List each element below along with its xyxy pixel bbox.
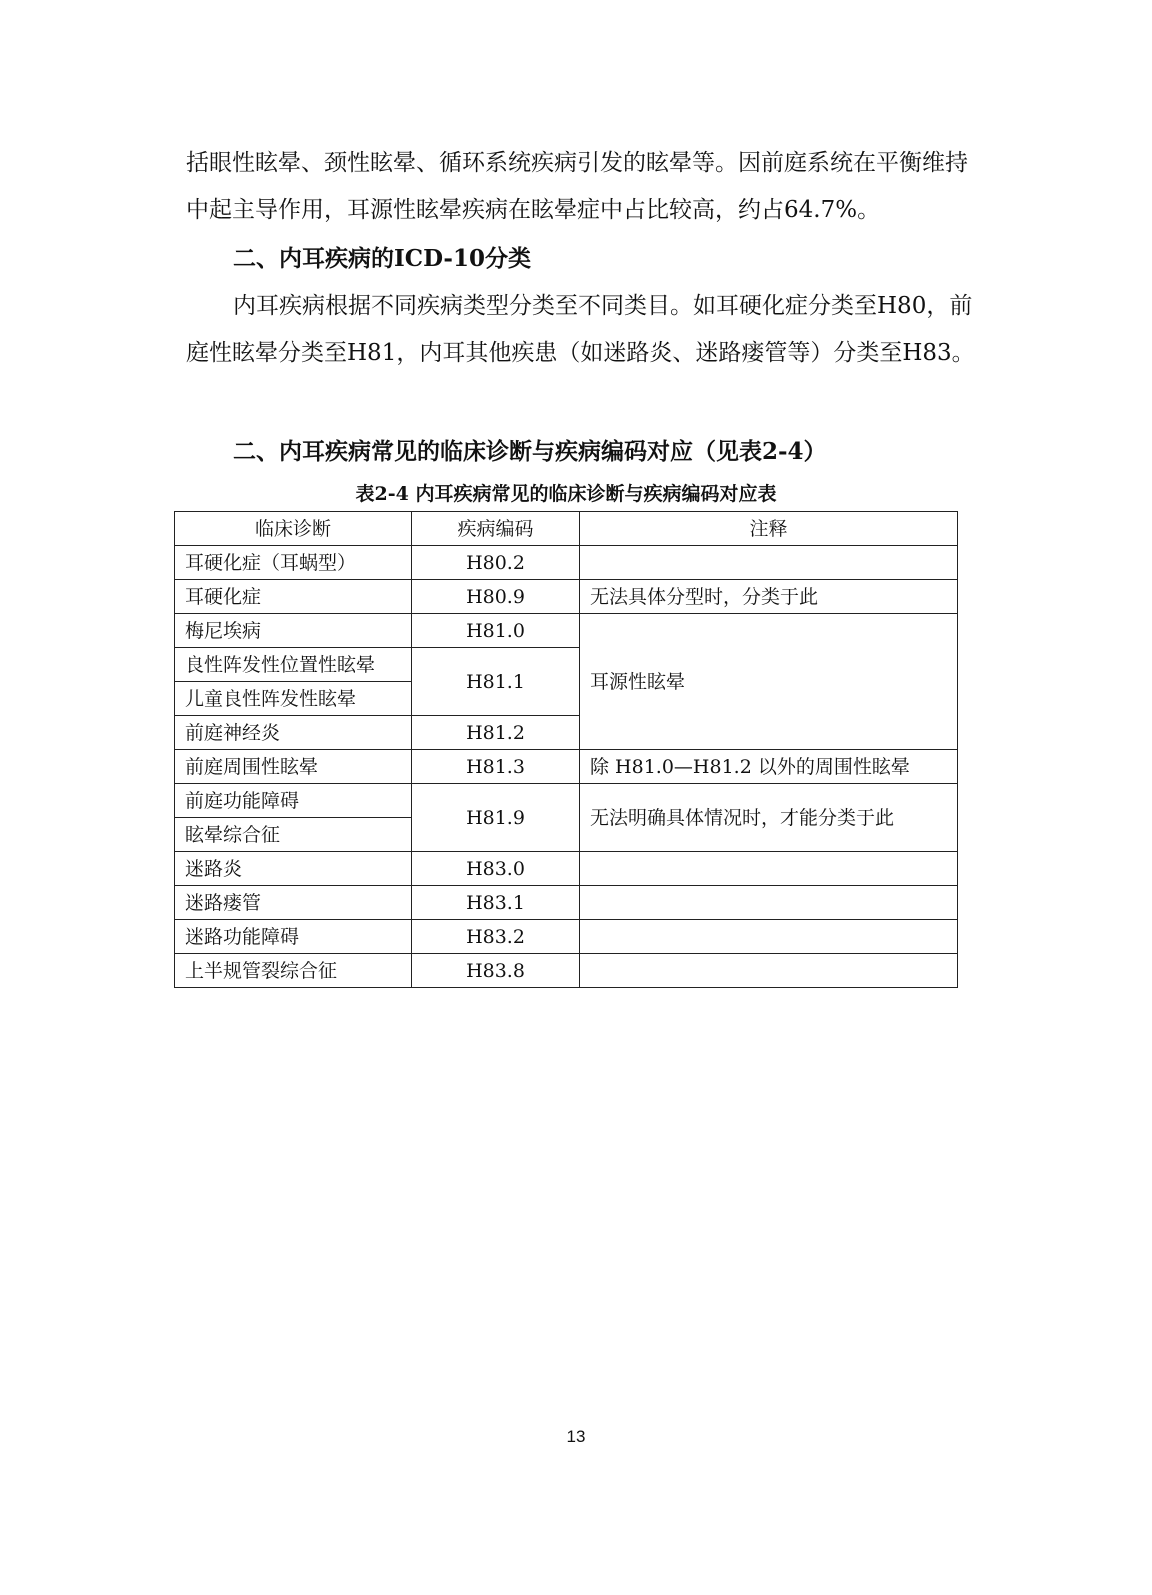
- diagnosis-cell: 迷路瘘管: [175, 886, 412, 920]
- table-header-row: [175, 512, 958, 546]
- table-row: [175, 750, 958, 784]
- table-row: [175, 954, 958, 988]
- diagnosis-cell: 迷路功能障碍: [175, 920, 412, 954]
- note-cell: [580, 920, 958, 954]
- table-row: [175, 614, 958, 648]
- paragraph-classification: 内耳疾病根据不同疾病类型分类至不同类目。如耳硬化症分类至H80，前庭性眩晕分类至H81，内耳其他疾患（如迷路炎、迷路瘘管等）分类至H83。: [186, 293, 975, 366]
- table-row: [175, 580, 958, 614]
- diagnosis-cell: 眩晕综合征: [175, 818, 412, 852]
- code-cell: H81.9: [412, 784, 580, 852]
- diagnosis-cell: 上半规管裂综合征: [175, 954, 412, 988]
- note-cell: 无法具体分型时，分类于此: [580, 580, 958, 614]
- header-note: 注释: [580, 512, 958, 546]
- code-cell: H80.9: [412, 580, 580, 614]
- note-cell: [580, 954, 958, 988]
- table-row: [175, 920, 958, 954]
- table-row: [175, 852, 958, 886]
- diagnosis-cell: 耳硬化症（耳蜗型）: [175, 546, 412, 580]
- diagnosis-cell: 迷路炎: [175, 852, 412, 886]
- code-cell: H81.0: [412, 614, 580, 648]
- diagnosis-cell: 良性阵发性位置性眩晕: [175, 648, 412, 682]
- diagnosis-cell: 梅尼埃病: [175, 614, 412, 648]
- table-row: [175, 886, 958, 920]
- note-cell: 除 H81.0—H81.2 以外的周围性眩晕: [580, 750, 958, 784]
- note-cell: [580, 546, 958, 580]
- code-cell: H81.2: [412, 716, 580, 750]
- diagnosis-cell: 儿童良性阵发性眩晕: [175, 682, 412, 716]
- table-row: [175, 546, 958, 580]
- diagnosis-cell: 前庭神经炎: [175, 716, 412, 750]
- table-row: [175, 784, 958, 818]
- header-code: 疾病编码: [412, 512, 580, 546]
- diagnosis-cell: 耳硬化症: [175, 580, 412, 614]
- note-cell: [580, 852, 958, 886]
- note-cell: [580, 886, 958, 920]
- code-cell: H83.1: [412, 886, 580, 920]
- code-cell: H83.2: [412, 920, 580, 954]
- code-cell: H81.3: [412, 750, 580, 784]
- code-cell: H81.1: [412, 648, 580, 716]
- section-heading-mapping: 二、内耳疾病常见的临床诊断与疾病编码对应（见表2-4）: [233, 438, 827, 465]
- diagnosis-cell: 前庭功能障碍: [175, 784, 412, 818]
- code-cell: H80.2: [412, 546, 580, 580]
- section-heading-icd10: 二、内耳疾病的ICD-10分类: [233, 245, 531, 272]
- note-cell: 耳源性眩晕: [580, 614, 958, 750]
- paragraph-continuation: 括眼性眩晕、颈性眩晕、循环系统疾病引发的眩晕等。因前庭系统在平衡维持中起主导作用，耳源性眩晕疾病在眩晕症中占比较高，约占64.7%。: [186, 150, 968, 223]
- diagnosis-cell: 前庭周围性眩晕: [175, 750, 412, 784]
- code-cell: H83.0: [412, 852, 580, 886]
- note-cell: 无法明确具体情况时，才能分类于此: [580, 784, 958, 852]
- table-caption: 表2-4 内耳疾病常见的临床诊断与疾病编码对应表: [355, 483, 777, 505]
- code-cell: H83.8: [412, 954, 580, 988]
- diagnosis-code-table: [174, 511, 958, 988]
- header-diagnosis: 临床诊断: [175, 512, 412, 546]
- page-number: 13: [566, 1427, 586, 1446]
